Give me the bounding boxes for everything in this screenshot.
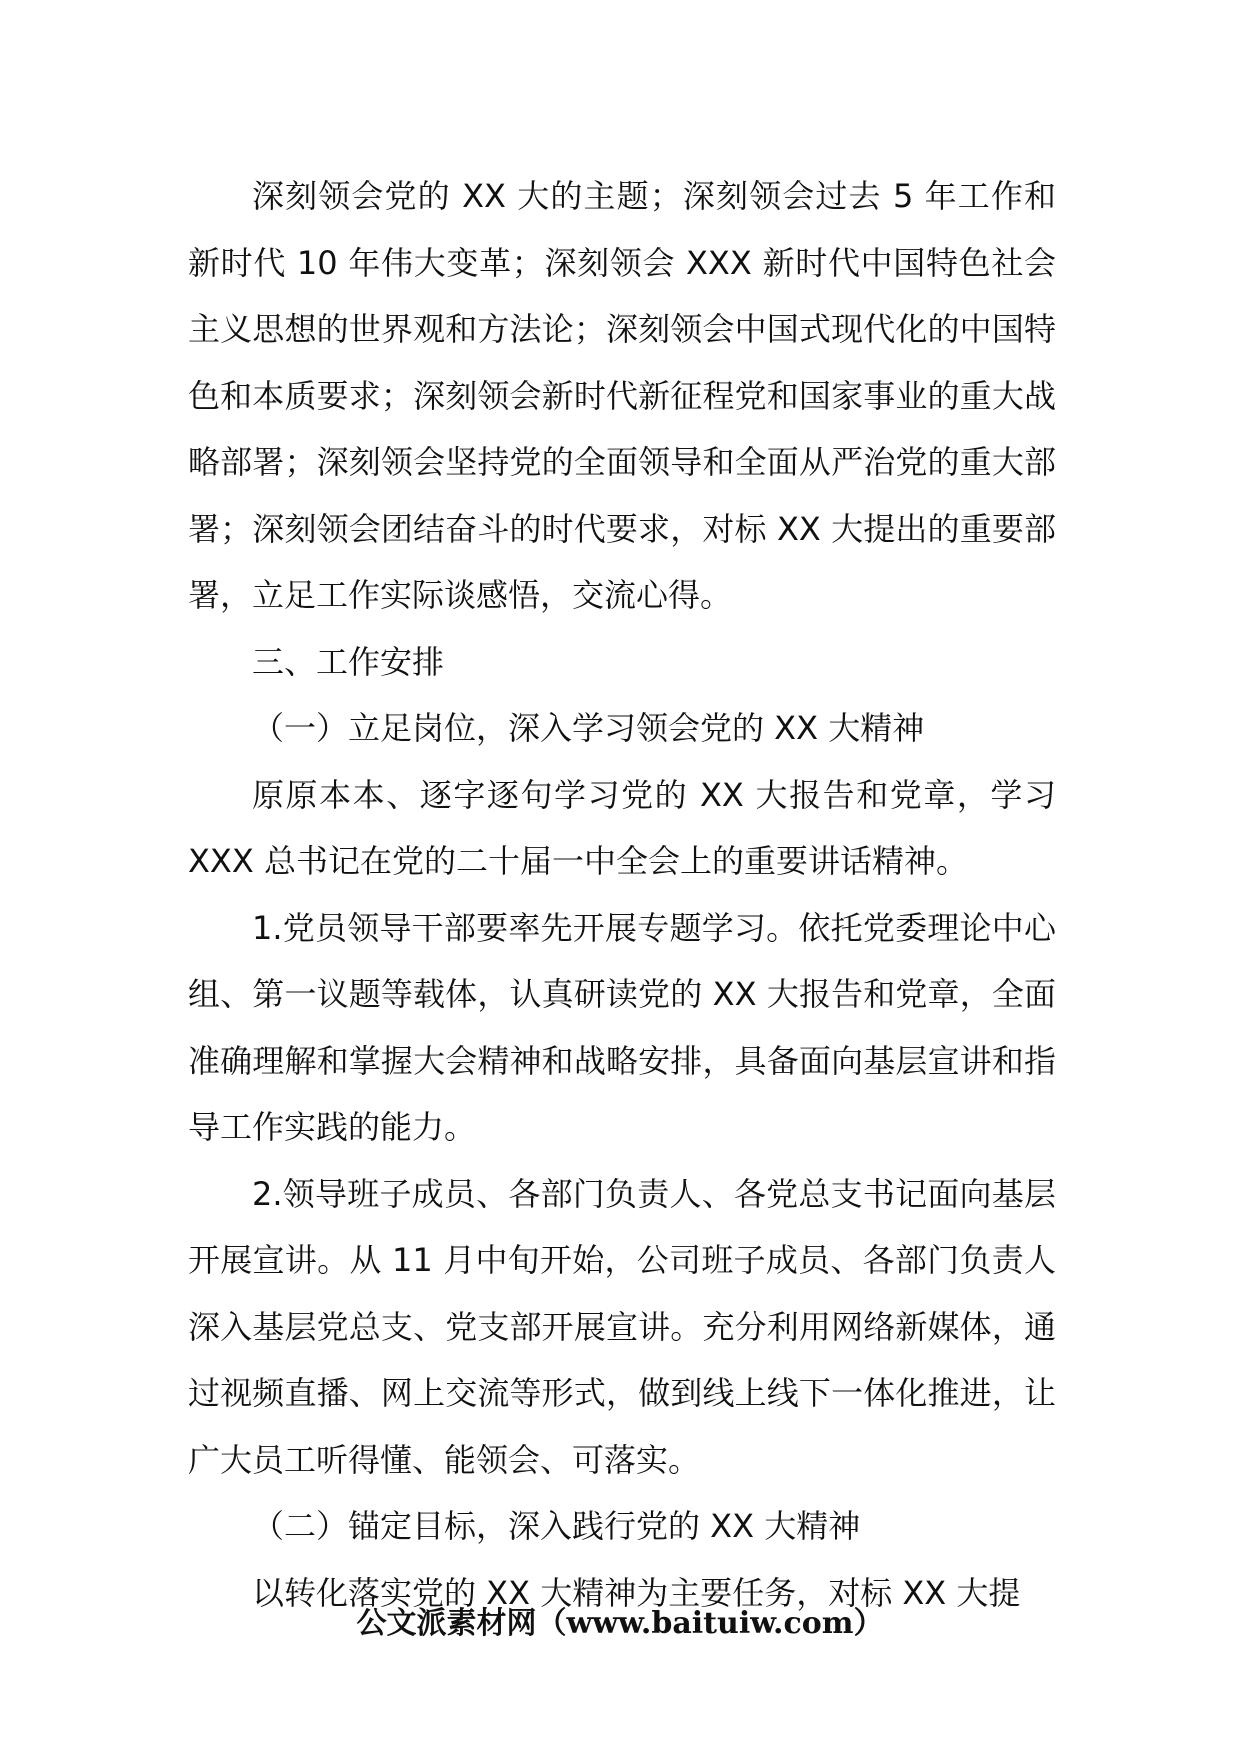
paragraph-study-topics: 深刻领会党的 XX 大的主题；深刻领会过去 5 年工作和新时代 10 年伟大变革；深刻领会 XXX 新时代中国特色社会主义思想的世界观和方法论；深刻领会中国式现代化的中国特色和本质要求；深刻领会新时代新征程党和国家事业的重大战略部署；深刻领会坚持党的全面领导和全面从严治党的重大部署；深刻领会团结奋斗的时代要求，对标 XX 大提出的重要部署，立足工作实际谈感悟，交流心得。 bbox=[188, 177, 1056, 614]
document-body bbox=[188, 163, 1056, 1626]
section-heading-work-arrangement: 三、工作安排 bbox=[252, 642, 445, 681]
footer-watermark: 公文派素材网（www.baituiw.com） bbox=[356, 1606, 884, 1641]
subheading-study-spirit: （一）立足岗位，深入学习领会党的 XX 大精神 bbox=[252, 709, 925, 747]
paragraph-item-2: 2.领导班子成员、各部门负责人、各党总支书记面向基层开展宣讲。从 11 月中旬开始，公司班子成员、各部门负责人深入基层党总支、党支部开展宣讲。充分利用网络新媒体，通过视频直播、网上交流等形式，做到线上线下一体化推进，让广大员工听得懂、能领会、可落实。 bbox=[188, 1174, 1056, 1479]
paragraph-study-report: 原原本本、逐字逐句学习党的 XX 大报告和党章，学习 XXX 总书记在党的二十届一中全会上的重要讲话精神。 bbox=[188, 775, 1056, 880]
paragraph-practice-tasks: 以转化落实党的 XX 大精神为主要任务，对标 XX 大提 bbox=[252, 1573, 1021, 1612]
paragraph-item-1: 1.党员领导干部要率先开展专题学习。依托党委理论中心组、第一议题等载体，认真研读党的 XX 大报告和党章，全面准确理解和掌握大会精神和战略安排，具备面向基层宣讲和指导工作实践的能力。 bbox=[188, 908, 1056, 1146]
subheading-practice-spirit: （二）锚定目标，深入践行党的 XX 大精神 bbox=[252, 1507, 861, 1545]
